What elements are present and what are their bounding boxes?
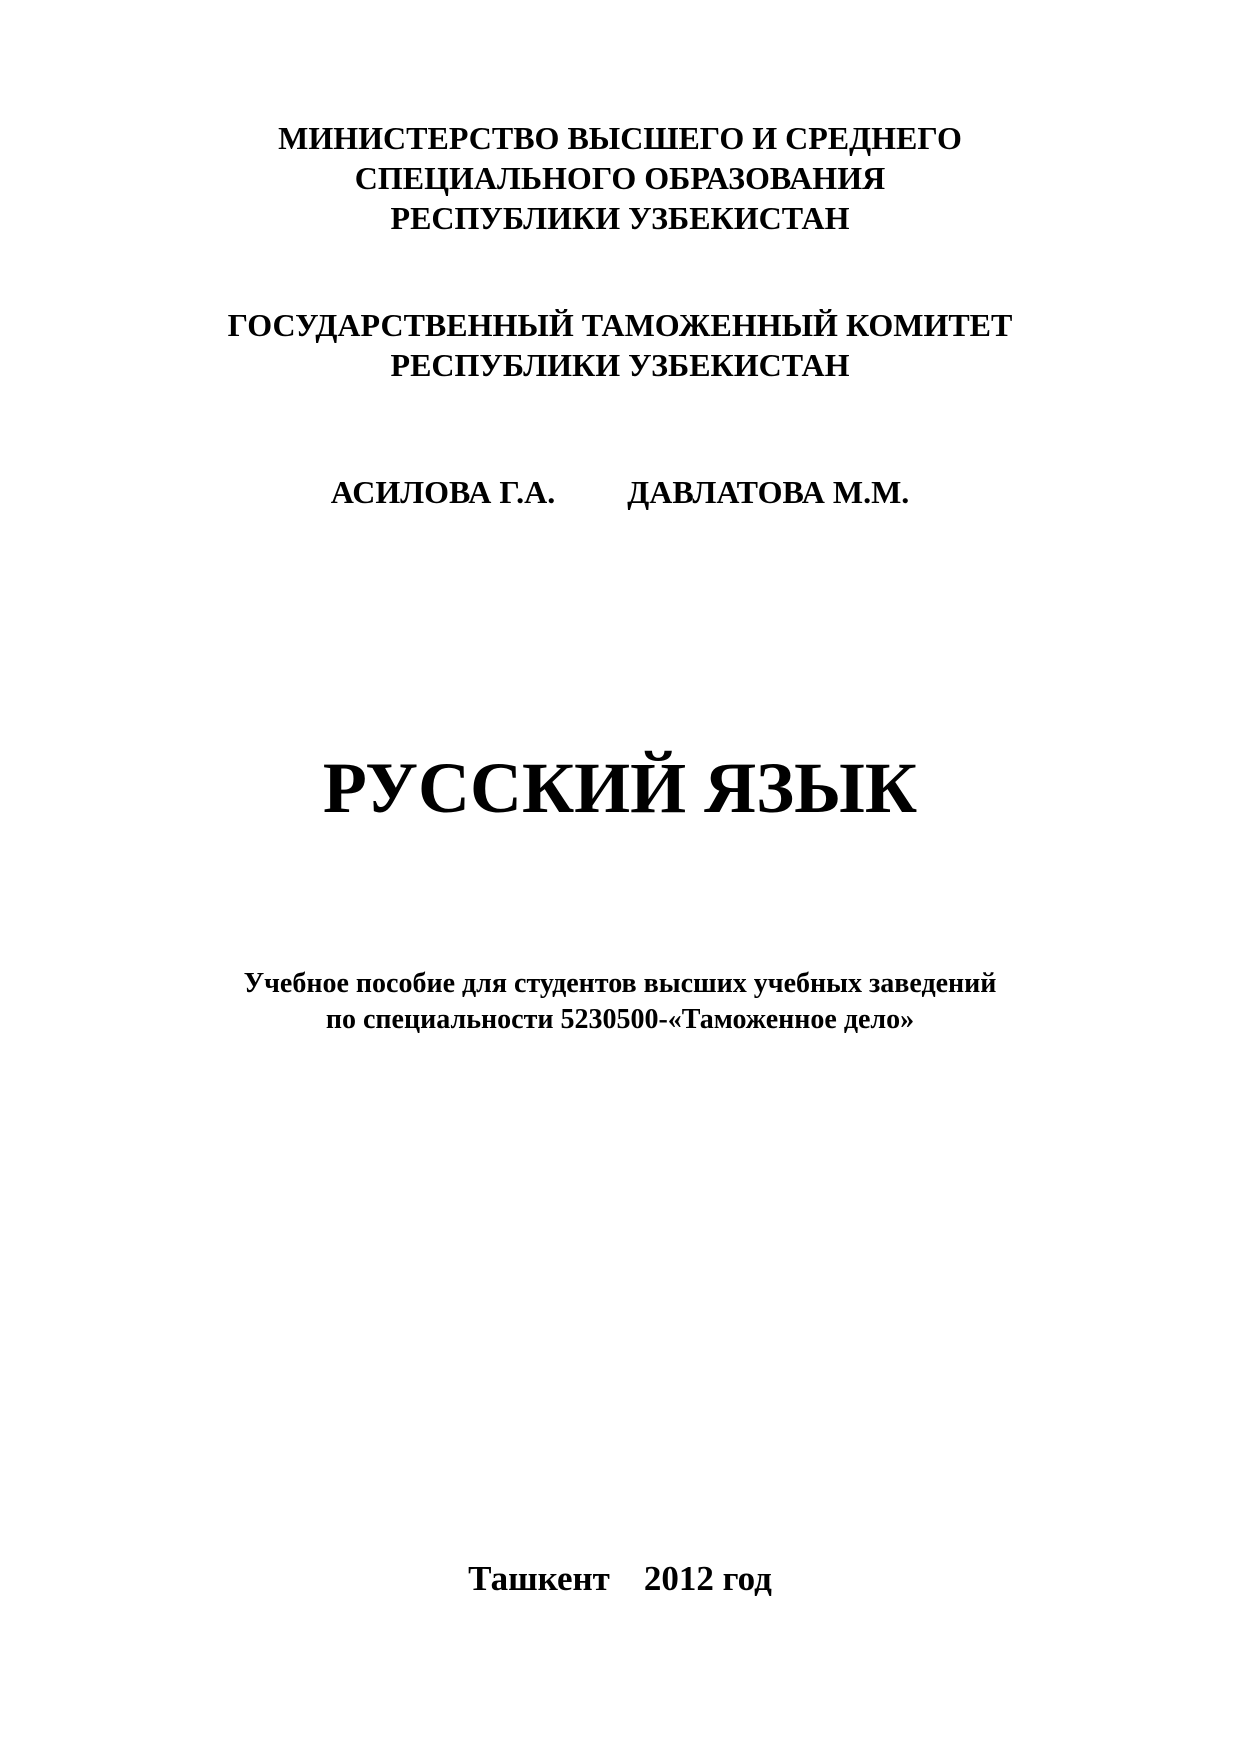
subtitle-line: по специальности 5230500-«Таможенное дело» bbox=[325, 1004, 915, 1035]
imprint-year: 2012 год bbox=[643, 1559, 772, 1598]
book-subtitle bbox=[0, 966, 1240, 1038]
imprint-city: Ташкент bbox=[468, 1559, 610, 1598]
committee-heading bbox=[0, 305, 1240, 385]
ministry-line: МИНИСТЕРСТВО ВЫСШЕГО И СРЕДНЕГО bbox=[278, 120, 962, 156]
committee-line: ГОСУДАРСТВЕННЫЙ ТАМОЖЕННЫЙ КОМИТЕТ bbox=[227, 307, 1013, 343]
committee-line: РЕСПУБЛИКИ УЗБЕКИСТАН bbox=[390, 347, 850, 383]
ministry-line: СПЕЦИАЛЬНОГО ОБРАЗОВАНИЯ bbox=[354, 160, 886, 196]
author-name: АСИЛОВА Г.А. bbox=[330, 474, 556, 510]
authors bbox=[0, 472, 1240, 512]
ministry-heading bbox=[0, 118, 1240, 238]
ministry-line: РЕСПУБЛИКИ УЗБЕКИСТАН bbox=[390, 200, 850, 236]
subtitle-line: Учебное пособие для студентов высших учебных заведений bbox=[243, 968, 997, 999]
book-title: РУССКИЙ ЯЗЫК bbox=[322, 748, 918, 828]
author-name: ДАВЛАТОВА М.М. bbox=[627, 474, 910, 510]
imprint bbox=[0, 1557, 1240, 1601]
